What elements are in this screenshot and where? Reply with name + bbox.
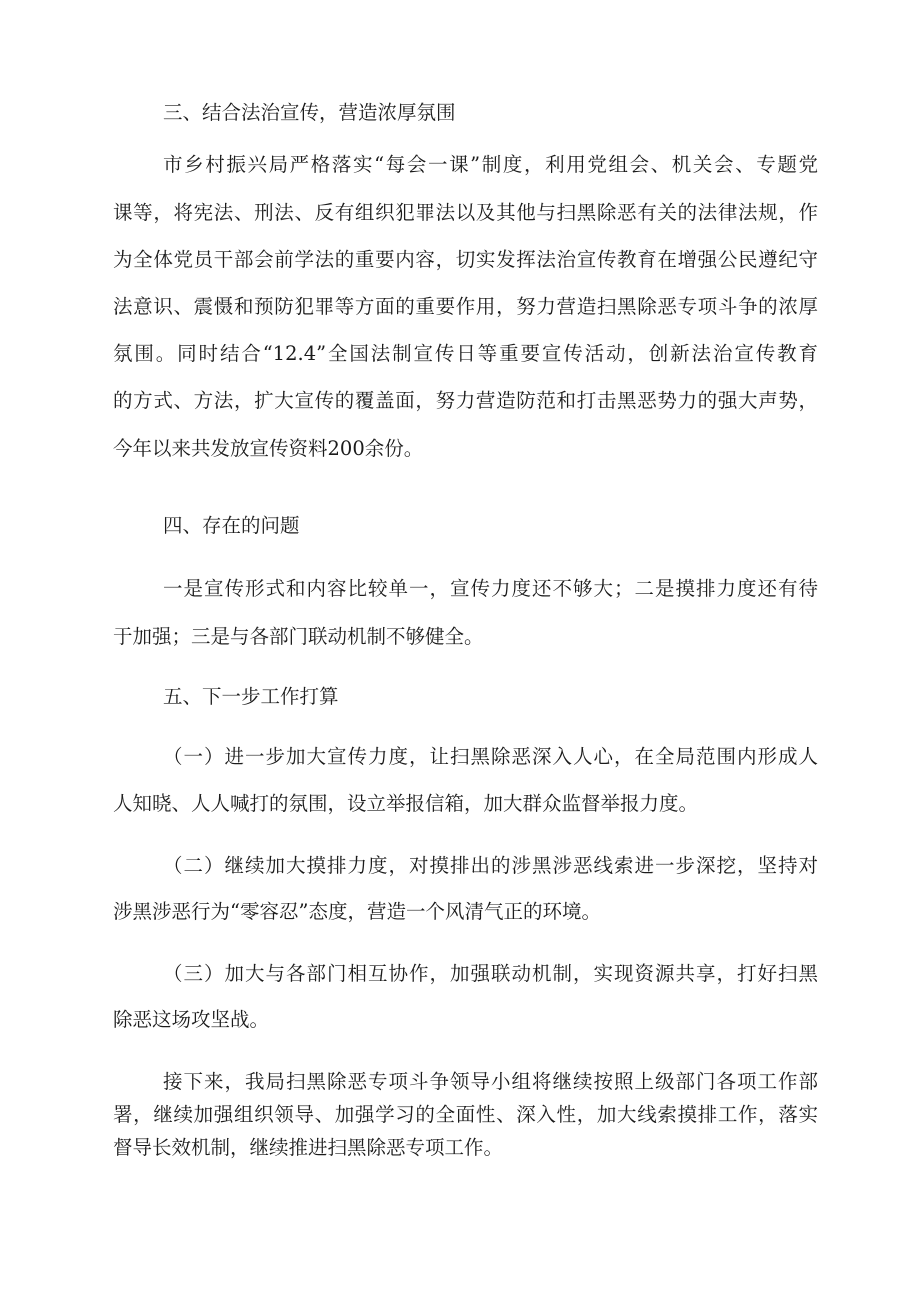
list-item-line: 涉黑涉恶行为“零容忍”态度，营造一个风清气正的环境。 xyxy=(113,900,601,923)
list-item-line: （三）加大与各部门相互协作，加强联动机制，实现资源共享，打好扫黑 xyxy=(163,962,818,985)
list-item-line: （一）进一步加大宣传力度，让扫黑除恶深入人心，在全局范围内形成人 xyxy=(163,745,818,768)
closing-paragraph-line: 接下来，我局扫黑除恶专项斗争领导小组将继续按照上级部门各项工作部 xyxy=(163,1070,818,1093)
section-heading: 三、结合法治宣传，营造浓厚氛围 xyxy=(163,101,456,124)
paragraph-line: 的方式、方法，扩大宣传的覆盖面，努力营造防范和打击黑恶势力的强大声势， xyxy=(113,389,818,412)
closing-paragraph-line: 署，继续加强组织领导、加强学习的全面性、深入性，加大线索摸排工作，落实 xyxy=(113,1103,818,1126)
paragraph-line: 课等，将宪法、刑法、反有组织犯罪法以及其他与扫黑除恶有关的法律法规，作 xyxy=(113,201,818,224)
list-item-line: 人知晓、人人喊打的氛围，设立举报信箱，加大群众监督举报力度。 xyxy=(113,792,699,815)
paragraph-line: 市乡村振兴局严格落实“每会一课”制度，利用党组会、机关会、专题党 xyxy=(163,153,818,176)
closing-paragraph-line: 督导长效机制，继续推进扫黑除恶专项工作。 xyxy=(113,1136,504,1159)
paragraph-line: 于加强；三是与各部门联动机制不够健全。 xyxy=(113,625,484,648)
paragraph-line: 今年以来共发放宣传资料200余份。 xyxy=(113,437,424,460)
paragraph-line: 一是宣传形式和内容比较单一，宣传力度还不够大；二是摸排力度还有待 xyxy=(163,577,818,600)
paragraph-line: 为全体党员干部会前学法的重要内容，切实发挥法治宣传教育在增强公民遵纪守 xyxy=(113,248,818,271)
section-heading: 五、下一步工作打算 xyxy=(163,685,339,708)
list-item-line: 除恶这场攻坚战。 xyxy=(113,1008,270,1031)
section-heading: 四、存在的问题 xyxy=(163,514,300,537)
list-item-line: （二）继续加大摸排力度，对摸排出的涉黑涉恶线索进一步深挖，坚持对 xyxy=(163,854,818,877)
paragraph-line: 法意识、震慑和预防犯罪等方面的重要作用，努力营造扫黑除恶专项斗争的浓厚 xyxy=(113,295,818,318)
paragraph-line: 氛围。同时结合“12.4”全国法制宣传日等重要宣传活动，创新法治宣传教育 xyxy=(113,342,818,365)
